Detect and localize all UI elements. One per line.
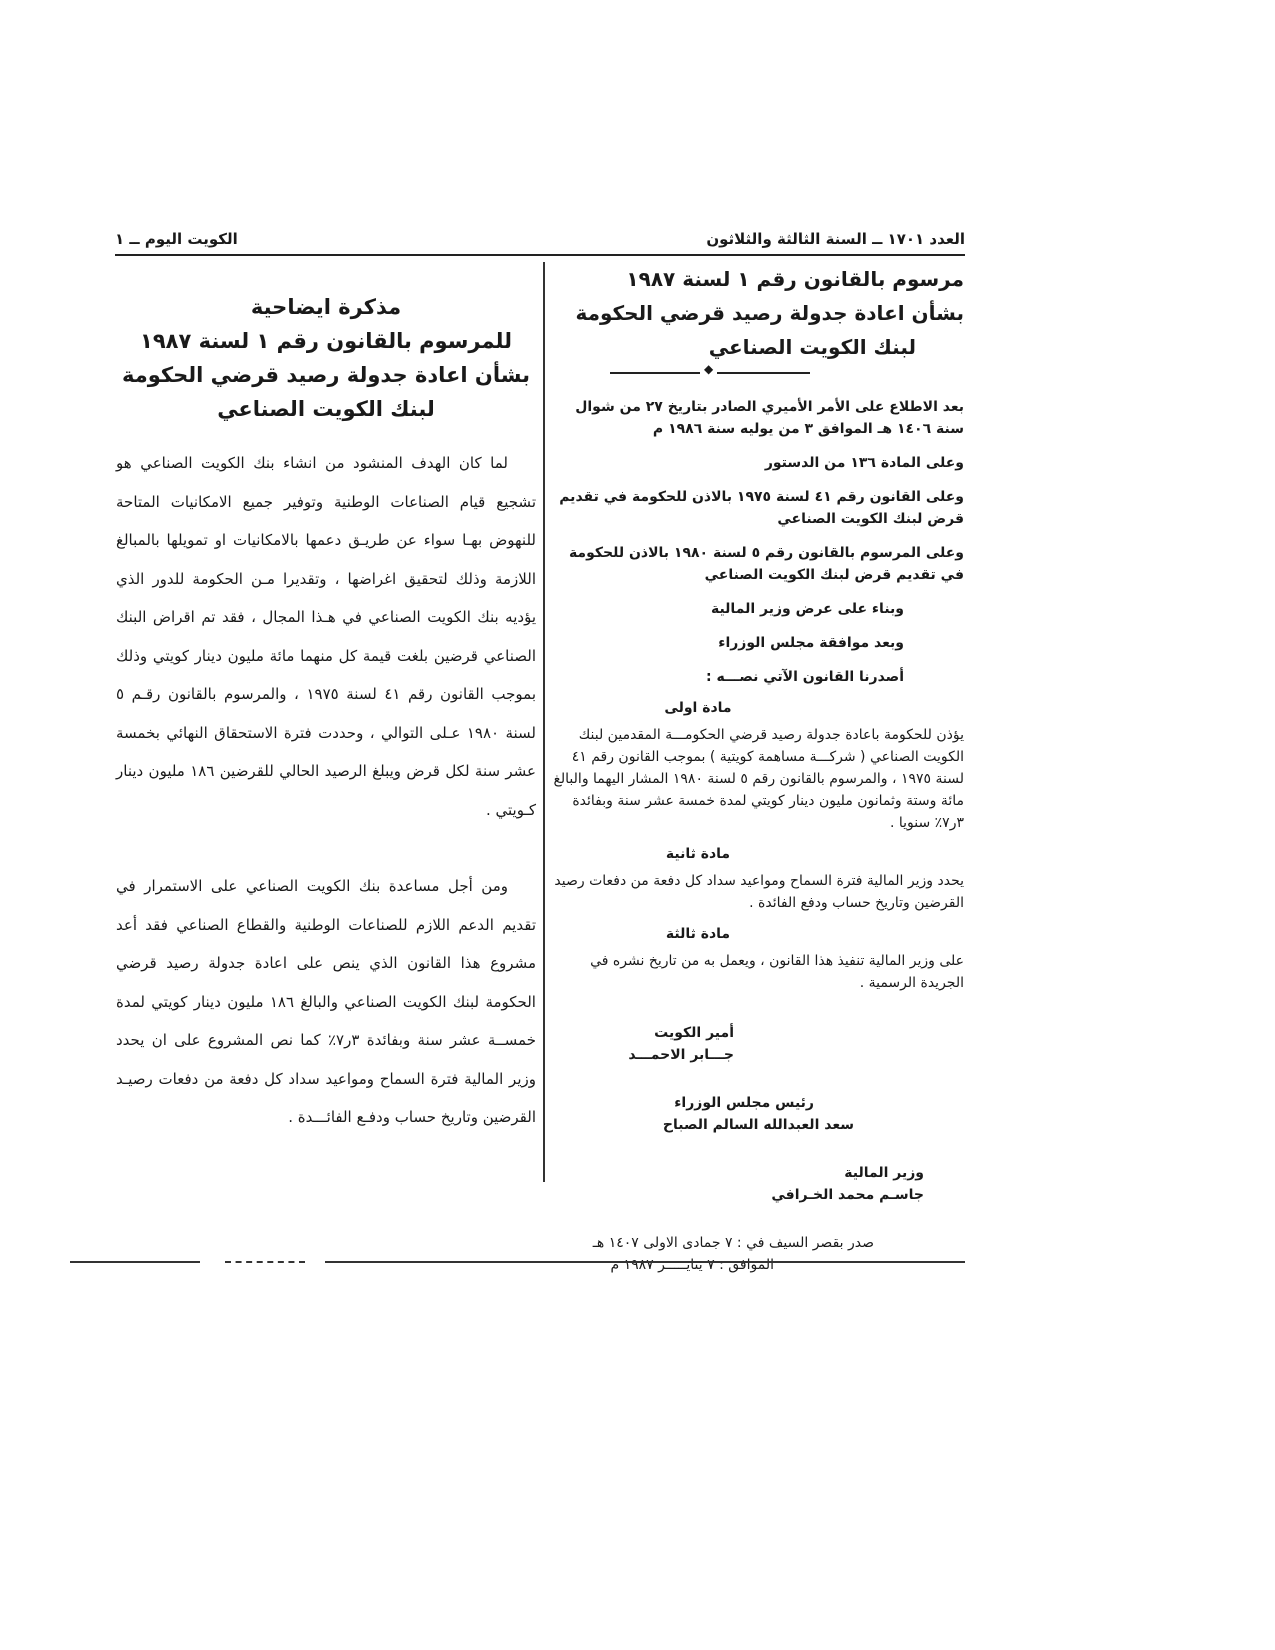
signature-pm-name: سعد العبدالله السالم الصباح <box>662 1117 854 1133</box>
issued-line-2: الموافق : ٧ ينايـــــر ١٩٨٧ م <box>610 1257 774 1273</box>
article-2-text: يحدد وزير المالية فترة السماح ومواعيد سداد كل دفعة من دفعات رصيد القرضين وتاريخ حساب ودفع الفائدة . <box>554 873 964 911</box>
article-1-heading: مادة اولى <box>664 700 732 716</box>
memo-column <box>116 262 536 1137</box>
article-1-text: يؤذن للحكومة باعادة جدولة رصيد قرضي الحكومـــة المقدمين لبنك الكويت الصناعي ( شركـــة مساهمة كويتية ) بموجب القانون رقم ٤١ لسنة ١٩٧٥ ، والمرسوم بالقانون رقم ٥ لسنة ١٩٨٠ المشار اليهما والبالغ مائة وستة وثمانون مليون دينار كويتي لمدة خمسة عشر سنة وبفائدة ٣ر٧٪ سنويا . <box>553 727 964 831</box>
preamble-3: وعلى القانون رقم ٤١ لسنة ١٩٧٥ بالاذن للحكومة في تقديم قرض لبنك الكويت الصناعي <box>559 489 964 527</box>
header-left: الكويت اليوم ــ ١ <box>115 230 238 248</box>
footer-rule-right <box>325 1261 965 1263</box>
decree-title-line-3: لبنك الكويت الصناعي <box>708 335 916 359</box>
issued-block <box>552 1232 964 1276</box>
preamble-1: بعد الاطلاع على الأمر الأميري الصادر بتاريخ ٢٧ من شوال سنة ١٤٠٦ هـ الموافق ٣ من يوليه سنة ١٩٨٦ م <box>575 399 964 437</box>
issued-line-1: صدر بقصر السيف في : ٧ جمادى الاولى ١٤٠٧ هـ <box>592 1235 874 1251</box>
footer-rule-dashed <box>225 1261 305 1263</box>
signature-emir-name: جـــابر الاحمـــد <box>628 1047 734 1063</box>
signature-pm-title: رئيس مجلس الوزراء <box>674 1095 814 1111</box>
page-header <box>115 230 965 256</box>
signature-fm <box>552 1162 964 1206</box>
signature-emir <box>552 1022 964 1066</box>
ornament-divider <box>610 368 810 378</box>
preamble-6: وبعد موافقة مجلس الوزراء <box>718 635 904 651</box>
decree-title-line-2: بشأن اعادة جدولة رصيد قرضي الحكومة <box>575 301 964 325</box>
decree-title-line-1: مرسوم بالقانون رقم ١ لسنة ١٩٨٧ <box>626 267 964 291</box>
article-3-text: على وزير المالية تنفيذ هذا القانون ، ويعمل به من تاريخ نشره في الجريدة الرسمية . <box>590 953 964 991</box>
signature-emir-title: أمير الكويت <box>654 1025 734 1041</box>
signature-fm-name: جاسـم محمد الخـرافي <box>771 1187 924 1203</box>
footer-rule-left <box>70 1261 200 1263</box>
preamble-4: وعلى المرسوم بالقانون رقم ٥ لسنة ١٩٨٠ بالاذن للحكومة في تقديم قرض لبنك الكويت الصناعي <box>568 545 964 583</box>
preamble-5: وبناء على عرض وزير المالية <box>710 601 904 617</box>
memo-paragraph-2: ومن أجل مساعدة بنك الكويت الصناعي على الاستمرار في تقديم الدعم اللازم للصناعات الوطنية والقطاع الصناعي فقد أعد مشروع هذا القانون الذي ينص على اعادة جدولة رصيد قرضي الحكومة لبنك الكويت الصناعي والبالغ ١٨٦ مليون دينار كويتي لمدة خمســة عشر سنة وبفائدة ٣ر٧٪ كما نص المشروع على ان يحدد وزير المالية فترة السماح ومواعيد سداد كل دفعة من دفعات رصيـد القرضين وتاريخ حساب ودفـع الفائـــدة . <box>116 877 536 1126</box>
memo-title-line-1: مذكرة ايضاحية <box>250 295 402 319</box>
memo-title-line-4: لبنك الكويت الصناعي <box>217 397 435 421</box>
preamble-7: أصدرنا القانون الآتي نصـــه : <box>706 669 904 685</box>
memo-title-line-3: بشأن اعادة جدولة رصيد قرضي الحكومة <box>122 363 530 387</box>
memo-paragraph-1: لما كان الهدف المنشود من انشاء بنك الكويت الصناعي هو تشجيع قيام الصناعات الوطنية وتوفير جميع الامكانيات المتاحة للنهوض بهـا سواء عن طريـق دعمها بالامكانيات او تمويلها بالمبالغ اللازمة وذلك لتحقيق اغراضها ، وتقديرا مـن الحكومة للدور الذي يؤديه بنك الكويت الصناعي في هـذا المجال ، فقد تم اقراض البنك الصناعي قرضين بلغت قيمة كل منهما مائة مليون دينار كويتي وذلك بموجب القانون رقم ٤١ لسنة ١٩٧٥ ، والمرسوم بالقانون رقـم ٥ لسنة ١٩٨٠ عـلى التوالي ، وحددت فترة الاستحقاق النهائي بخمسة عشر سنة لكل قرض ويبلغ الرصيد الحالي للقرضين ١٨٦ مليون دينار كـويتي . <box>116 454 537 819</box>
memo-title-line-2: للمرسوم بالقانون رقم ١ لسنة ١٩٨٧ <box>140 329 512 353</box>
signature-pm <box>552 1092 964 1136</box>
preamble-2: وعلى المادة ١٣٦ من الدستور <box>764 455 964 471</box>
decree-column <box>552 262 964 1288</box>
article-2-heading: مادة ثانية <box>665 846 731 862</box>
article-3-heading: مادة ثالثة <box>665 926 731 942</box>
column-divider <box>543 262 545 1182</box>
header-right: العدد ١٧٠١ ــ السنة الثالثة والثلاثون <box>706 230 965 248</box>
signature-fm-title: وزير المالية <box>844 1165 924 1181</box>
